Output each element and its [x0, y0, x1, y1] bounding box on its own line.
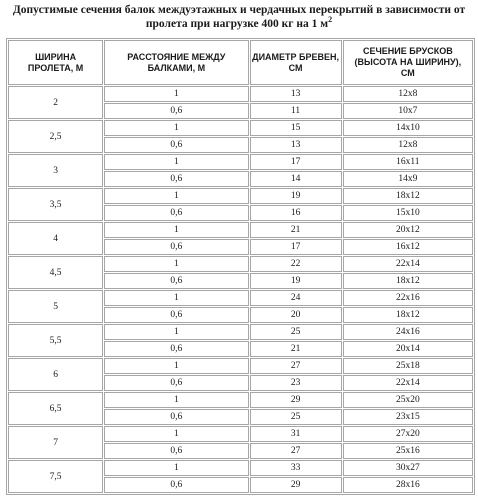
cell-log-diameter: 13 — [250, 137, 342, 153]
cell-bar-section: 28x16 — [343, 477, 473, 493]
cell-log-diameter: 21 — [250, 222, 342, 238]
header-log-diameter — [250, 40, 342, 85]
cell-beam-distance: 1 — [104, 358, 248, 374]
table-row — [8, 120, 473, 136]
cell-span-width: 2 — [8, 86, 103, 119]
table-row — [8, 358, 473, 374]
cell-bar-section: 20x12 — [343, 222, 473, 238]
title-superscript: 2 — [328, 15, 333, 25]
cell-span-width: 3,5 — [8, 188, 103, 221]
cell-beam-distance: 0,6 — [104, 103, 248, 119]
cell-log-diameter: 19 — [250, 188, 342, 204]
cell-bar-section: 22x14 — [343, 375, 473, 391]
header-bar-section — [343, 40, 473, 85]
cell-log-diameter: 20 — [250, 307, 342, 323]
cell-log-diameter: 17 — [250, 154, 342, 170]
cell-span-width: 6 — [8, 358, 103, 391]
cell-bar-section: 23x15 — [343, 409, 473, 425]
cell-log-diameter: 16 — [250, 205, 342, 221]
cell-span-width: 5,5 — [8, 324, 103, 357]
cell-span-width: 7 — [8, 426, 103, 459]
cell-log-diameter: 29 — [250, 392, 342, 408]
cell-log-diameter: 24 — [250, 290, 342, 306]
table-row — [8, 256, 473, 272]
header-line: ДИАМЕТР БРЕВЕН, — [252, 51, 340, 62]
cell-log-diameter: 13 — [250, 86, 342, 102]
cell-beam-distance: 0,6 — [104, 137, 248, 153]
cell-beam-distance: 0,6 — [104, 375, 248, 391]
cell-beam-distance: 1 — [104, 154, 248, 170]
cell-beam-distance: 1 — [104, 120, 248, 136]
cell-beam-distance: 1 — [104, 460, 248, 476]
cell-bar-section: 25x18 — [343, 358, 473, 374]
cell-log-diameter: 25 — [250, 409, 342, 425]
cell-bar-section: 10x7 — [343, 103, 473, 119]
table-row — [8, 222, 473, 238]
cell-span-width: 6,5 — [8, 392, 103, 425]
cell-log-diameter: 17 — [250, 239, 342, 255]
cell-span-width: 4,5 — [8, 256, 103, 289]
cell-log-diameter: 19 — [250, 273, 342, 289]
cell-log-diameter: 23 — [250, 375, 342, 391]
header-line: СМ — [400, 68, 415, 78]
header-line: СЕЧЕНИЕ БРУСКОВ — [362, 46, 453, 56]
cell-log-diameter: 29 — [250, 477, 342, 493]
cell-bar-section: 18x12 — [343, 307, 473, 323]
cell-span-width: 3 — [8, 154, 103, 187]
cell-log-diameter: 27 — [250, 358, 342, 374]
cell-beam-distance: 0,6 — [104, 477, 248, 493]
header-line: ПРОЛЕТА, М — [27, 62, 84, 73]
cell-beam-distance: 1 — [104, 392, 248, 408]
document-title — [0, 3, 478, 31]
cell-bar-section: 12x8 — [343, 137, 473, 153]
beam-section-table — [6, 38, 475, 495]
cell-bar-section: 16x12 — [343, 239, 473, 255]
header-line: БАЛКАМИ, М — [147, 62, 206, 73]
table-body — [8, 86, 473, 493]
cell-span-width: 5 — [8, 290, 103, 323]
cell-beam-distance: 1 — [104, 426, 248, 442]
header-line: РАССТОЯНИЕ МЕЖДУ — [127, 51, 226, 62]
cell-log-diameter: 33 — [250, 460, 342, 476]
cell-beam-distance: 0,6 — [104, 239, 248, 255]
table-row — [8, 290, 473, 306]
cell-bar-section: 20x14 — [343, 341, 473, 357]
cell-log-diameter: 14 — [250, 171, 342, 187]
cell-bar-section: 12x8 — [343, 86, 473, 102]
table-row — [8, 188, 473, 204]
cell-log-diameter: 21 — [250, 341, 342, 357]
header-line: (ВЫСОТА НА ШИРИНУ), — [354, 57, 462, 67]
cell-span-width: 4 — [8, 222, 103, 255]
cell-bar-section: 24x16 — [343, 324, 473, 340]
cell-beam-distance: 0,6 — [104, 205, 248, 221]
cell-span-width: 7,5 — [8, 460, 103, 493]
table-row — [8, 392, 473, 408]
cell-log-diameter: 27 — [250, 443, 342, 459]
cell-bar-section: 15x10 — [343, 205, 473, 221]
cell-log-diameter: 31 — [250, 426, 342, 442]
table-row — [8, 154, 473, 170]
cell-span-width: 2,5 — [8, 120, 103, 153]
cell-beam-distance: 1 — [104, 324, 248, 340]
cell-bar-section: 16x11 — [343, 154, 473, 170]
table-row — [8, 426, 473, 442]
cell-log-diameter: 22 — [250, 256, 342, 272]
cell-bar-section: 25x20 — [343, 392, 473, 408]
cell-beam-distance: 0,6 — [104, 341, 248, 357]
cell-bar-section: 14x10 — [343, 120, 473, 136]
cell-beam-distance: 0,6 — [104, 443, 248, 459]
cell-bar-section: 22x16 — [343, 290, 473, 306]
cell-beam-distance: 1 — [104, 290, 248, 306]
table-header-row — [8, 40, 473, 85]
title-line-1: Допустимые сечения балок междуэтажных и чердачных перекрытий в зависимости от — [12, 4, 466, 16]
cell-beam-distance: 0,6 — [104, 273, 248, 289]
cell-bar-section: 14x9 — [343, 171, 473, 187]
header-line: СМ — [288, 62, 303, 73]
table-row — [8, 324, 473, 340]
cell-beam-distance: 1 — [104, 222, 248, 238]
cell-beam-distance: 1 — [104, 86, 248, 102]
cell-log-diameter: 11 — [250, 103, 342, 119]
cell-bar-section: 30x27 — [343, 460, 473, 476]
cell-bar-section: 27x20 — [343, 426, 473, 442]
cell-bar-section: 22x14 — [343, 256, 473, 272]
cell-beam-distance: 1 — [104, 188, 248, 204]
cell-bar-section: 25x16 — [343, 443, 473, 459]
cell-bar-section: 18x12 — [343, 273, 473, 289]
table-row — [8, 86, 473, 102]
header-span-width — [8, 40, 103, 85]
cell-beam-distance: 0,6 — [104, 171, 248, 187]
cell-beam-distance: 0,6 — [104, 409, 248, 425]
title-line-2-text: пролета при нагрузке 400 кг на 1 м — [145, 18, 329, 30]
cell-log-diameter: 25 — [250, 324, 342, 340]
header-beam-distance — [104, 40, 248, 85]
title-line-2 — [0, 17, 478, 31]
cell-log-diameter: 15 — [250, 120, 342, 136]
cell-bar-section: 18x12 — [343, 188, 473, 204]
cell-beam-distance: 0,6 — [104, 307, 248, 323]
header-line: ШИРИНА — [35, 51, 77, 62]
cell-beam-distance: 1 — [104, 256, 248, 272]
table-row — [8, 460, 473, 476]
